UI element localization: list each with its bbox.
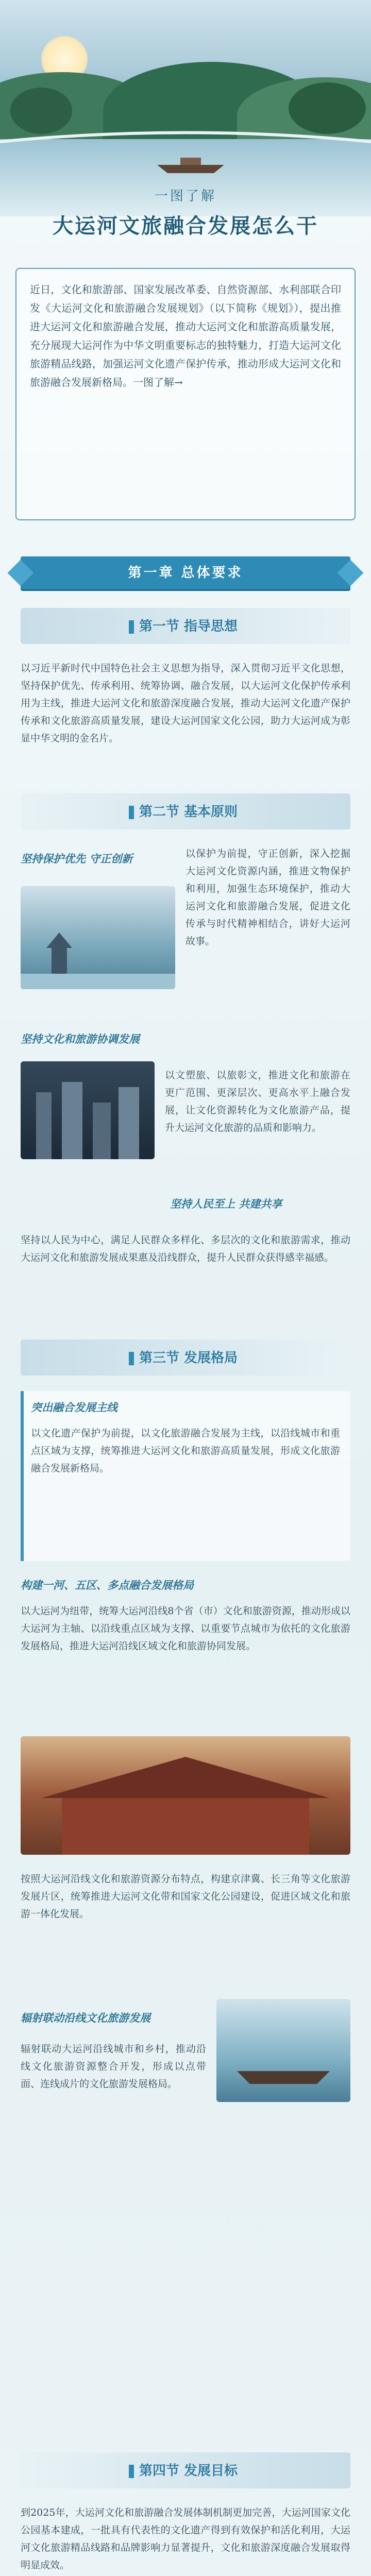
- hero-banner-image: [0, 0, 371, 216]
- chapter-1-banner: 第一章 总体要求: [21, 556, 350, 589]
- section-title: [129, 616, 238, 635]
- section-title-text: 第四节 发展目标: [139, 2463, 238, 2479]
- principle-heading: 坚持文化和旅游协调发展: [21, 1032, 140, 1045]
- principle-text: 坚持以人民为中心，满足人民群众多样化、多层次的文化和旅游需求，推动大运河文化和旅游发展成果惠及沿线群众，提升人民群众获得感幸福感。: [21, 1234, 350, 1263]
- palace-roof-icon: [21, 1736, 350, 1855]
- pattern-text: 以文化遗产保护为前提，以文化旅游融合发展为主线，以沿线城市和重点区域为支撑，统筹推进大运河文化和旅游高质量发展，形成文化旅游融合发展新格局。: [31, 1428, 340, 1474]
- pagoda-icon: [21, 886, 175, 989]
- pattern-text: 按照大运河沿线文化和旅游资源分布特点，构建京津冀、长三角等文化旅游发展片区，统筹推进大运河文化带和国家文化公园建设，促进区域文化和旅游一体化发展。: [21, 1873, 350, 1920]
- section-title-text: 第一节 指导思想: [139, 619, 238, 634]
- pattern-heading: 突出融合发展主线: [31, 1401, 117, 1414]
- section-title: [129, 801, 238, 820]
- section-mark-icon: [129, 620, 134, 634]
- section-mark-icon: [129, 806, 134, 819]
- section-title: [129, 2460, 238, 2479]
- goal-text: 到2025年，大运河文化和旅游融合发展体制机制更加完善，大运河国家文化公园基本建成，一批具有代表性的文化遗产得到有效保护和活化利用，大运河文化旅游精品线路和品牌影响力显著提升，文化和旅游深度融合发展取得明显成效。: [21, 2507, 350, 2571]
- boat-icon: [216, 1999, 350, 2102]
- night-city-photo: [21, 1061, 155, 1159]
- tree-graphic: [289, 82, 366, 134]
- section-title-text: 第二节 基本原则: [139, 804, 238, 820]
- palace-photo: [21, 1736, 350, 1855]
- pattern-text: 辐射联动大运河沿线城市和乡村，推动沿线文化旅游资源整合开发，形成以点带面、连线成片的文化旅游发展格局。: [21, 2043, 206, 2090]
- title-block: [21, 185, 350, 247]
- page-title: 大运河文旅融合发展怎么干: [53, 214, 318, 238]
- pattern-heading: 辐射联动沿线文化旅游发展: [21, 2011, 150, 2024]
- section-text: 以习近平新时代中国特色社会主义思想为指导，深入贯彻习近平文化思想，坚持保护优先、传承利用、统筹协调、融合发展，以大运河文化保护传承利用为主线，推进大运河文化和旅游深度融合发展，推动大运河文化遗产保护传承和文化旅游高质量发展，建设大运河国家文化公园，助力大运河成为彰显中华文明的金名片。: [21, 663, 350, 744]
- pattern-text: 以大运河为纽带，统筹大运河沿线8个省（市）文化和旅游资源，推动形成以大运河为主轴、以沿线重点区域为支撑、以重要节点城市为依托的文化旅游发展格局，推进大运河沿线区域文化和旅游协同发展。: [21, 1605, 350, 1652]
- section-title-text: 第三节 发展格局: [139, 1350, 238, 1366]
- pattern-heading: 构建一河、五区、多点融合发展格局: [21, 1579, 194, 1591]
- section-mark-icon: [129, 2465, 134, 2478]
- principle-text: 以保护为前提，守正创新，深入挖掘大运河文化资源内涵，推进文物保护和利用，加强生态环境保护，推动大运河文化和旅游融合发展，促进文化传承与时代精神相结合，讲好大运河故事。: [185, 848, 350, 947]
- boat-icon: [155, 155, 227, 175]
- canal-photo: [21, 886, 175, 989]
- page-subtitle: 一图了解: [154, 189, 216, 204]
- city-night-icon: [21, 1061, 155, 1159]
- boat-photo: [216, 1999, 350, 2102]
- principle-heading: 坚持保护优先 守正创新: [21, 852, 133, 865]
- intro-text: 近日，文化和旅游部、国家发展改革委、自然资源部、水利部联合印发《大运河文化和旅游融合发展规划》（以下简称《规划》），提出推进大运河文化和旅游融合发展，推动大运河文化和旅游高质量发展，充分展现大运河作为中华文明重要标志的独特魅力，打造大运河文化旅游精品线路，加强运河文化遗产保护传承，推动形成大运河文化和旅游融合发展新格局。一图了解→: [15, 268, 356, 520]
- principle-heading: 坚持人民至上 共建共享: [170, 1197, 282, 1210]
- principle-text: 以文塑旅、以旅彰文，推进文化和旅游在更广范围、更深层次、更高水平上融合发展，让文化资源转化为文化旅游产品，提升大运河文化旅游的品质和影响力。: [165, 1070, 350, 1133]
- tree-graphic: [10, 88, 72, 134]
- section-mark-icon: [129, 1352, 134, 1365]
- section-title: [129, 1347, 238, 1366]
- bridge-icon: [0, 129, 371, 144]
